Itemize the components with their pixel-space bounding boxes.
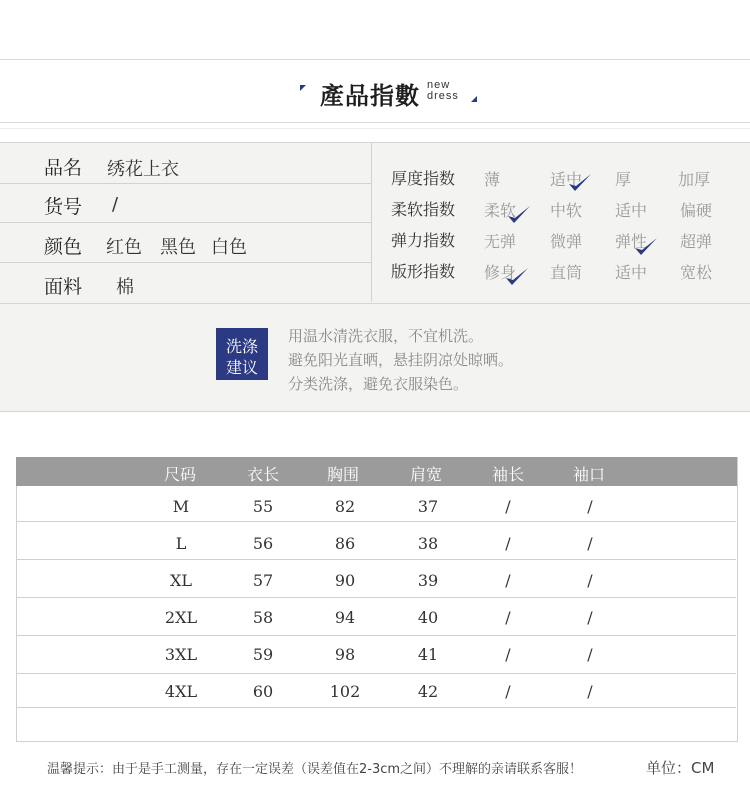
checkmark-icon [633, 236, 659, 258]
cell-bust: 94 [334, 608, 356, 627]
header-size: 尺码 [164, 465, 197, 484]
cell-shoulder: 40 [417, 608, 439, 627]
cell-bust: 82 [334, 497, 356, 516]
cell-sleeve-length: / [505, 682, 511, 701]
measurement-note: 温馨提示：由于是手工测量，存在一定误差（误差值在2-3cm之间）不理解的亲请联系客服！ [47, 762, 583, 777]
size-table-header [16, 457, 737, 486]
row-divider [17, 635, 736, 636]
cell-bust: 90 [334, 571, 356, 590]
cell-size: 4XL [164, 682, 198, 701]
cell-sleeve-length: / [505, 645, 511, 664]
thickness-option: 适中 [550, 170, 583, 189]
page-title: 產品指數 [320, 81, 420, 110]
code-label: 货号 [44, 196, 83, 218]
checkmark-icon [567, 172, 593, 194]
header-bottom-line [0, 122, 750, 123]
cell-length: 55 [252, 497, 274, 516]
cell-length: 59 [252, 645, 274, 664]
cell-shoulder: 41 [417, 645, 439, 664]
title-english-line1: new [427, 79, 451, 91]
cell-shoulder: 38 [417, 534, 439, 553]
header-cuff: 袖口 [573, 465, 606, 484]
corner-triangle-right-icon [471, 96, 477, 102]
elasticity-option: 无弹 [484, 232, 517, 251]
cell-cuff: / [587, 682, 593, 701]
header-bust: 胸围 [327, 465, 360, 484]
header-shoulder: 肩宽 [410, 465, 443, 484]
header-bottom-line-2 [0, 128, 750, 129]
cell-cuff: / [587, 497, 593, 516]
cell-shoulder: 42 [417, 682, 439, 701]
cell-sleeve-length: / [505, 571, 511, 590]
checkmark-icon [506, 204, 532, 226]
wash-badge-line2: 建议 [225, 358, 258, 377]
cell-shoulder: 37 [417, 497, 439, 516]
cell-bust: 98 [334, 645, 356, 664]
softness-option: 柔软 [484, 201, 517, 220]
row-separator [0, 262, 371, 263]
softness-option: 适中 [615, 201, 648, 220]
cell-length: 57 [252, 571, 274, 590]
elasticity-index-label: 弹力指数 [391, 231, 456, 250]
color-value-black: 黑色 [160, 237, 196, 258]
row-divider [17, 597, 736, 598]
row-divider [17, 559, 736, 560]
cell-length: 58 [252, 608, 274, 627]
thickness-option: 薄 [484, 170, 501, 189]
row-separator [0, 183, 371, 184]
wash-badge-line1: 洗涤 [225, 337, 258, 356]
header-top-line [0, 59, 750, 60]
checkmark-icon [504, 266, 530, 288]
cell-size: M [172, 497, 190, 516]
row-divider [17, 521, 736, 522]
fabric-label: 面料 [44, 276, 83, 298]
cell-cuff: / [587, 571, 593, 590]
name-value: 绣花上衣 [107, 159, 179, 180]
elasticity-option: 弹性 [615, 232, 648, 251]
cell-bust: 86 [334, 534, 356, 553]
corner-triangle-left-icon [300, 85, 306, 91]
cell-cuff: / [587, 608, 593, 627]
name-label: 品名 [44, 157, 83, 179]
cell-sleeve-length: / [505, 608, 511, 627]
fit-index-label: 版形指数 [391, 262, 456, 281]
panel-divider [371, 142, 372, 302]
cell-bust: 102 [329, 682, 361, 701]
elasticity-option: 微弹 [550, 232, 583, 251]
thickness-index-label: 厚度指数 [391, 169, 456, 188]
cell-size: L [175, 534, 187, 553]
color-value-red: 红色 [106, 237, 142, 258]
cell-sleeve-length: / [505, 497, 511, 516]
wash-line: 用温水清洗衣服，不宜机洗。 [288, 327, 484, 345]
header-sleeve-length: 袖长 [492, 465, 525, 484]
fit-option: 适中 [615, 263, 648, 282]
title-english-line2: dress [427, 90, 459, 102]
wash-line: 避免阳光直晒，悬挂阴凉处晾晒。 [288, 351, 514, 369]
unit-label: 单位：CM [646, 759, 715, 777]
wash-advice-badge [216, 328, 268, 380]
cell-length: 60 [252, 682, 274, 701]
color-label: 颜色 [44, 236, 83, 258]
row-divider [17, 707, 736, 708]
cell-sleeve-length: / [505, 534, 511, 553]
cell-cuff: / [587, 645, 593, 664]
size-table [16, 457, 738, 742]
fit-option: 修身 [484, 263, 517, 282]
cell-cuff: / [587, 534, 593, 553]
fabric-value: 棉 [116, 277, 134, 298]
title-english [427, 80, 459, 102]
code-value: / [112, 194, 119, 215]
color-value-white: 白色 [211, 237, 247, 258]
row-divider [17, 673, 736, 674]
cell-size: 3XL [164, 645, 198, 664]
cell-size: 2XL [164, 608, 198, 627]
elasticity-option: 超弹 [680, 232, 713, 251]
cell-length: 56 [252, 534, 274, 553]
thickness-option: 厚 [615, 170, 632, 189]
fit-option: 宽松 [680, 263, 713, 282]
softness-index-label: 柔软指数 [391, 200, 456, 219]
fit-option: 直筒 [550, 263, 583, 282]
header-length: 衣长 [247, 465, 280, 484]
thickness-option: 加厚 [678, 170, 711, 189]
cell-size: XL [169, 571, 192, 590]
softness-option: 偏硬 [680, 201, 713, 220]
cell-shoulder: 39 [417, 571, 439, 590]
softness-option: 中软 [550, 201, 583, 220]
row-separator [0, 222, 371, 223]
wash-line: 分类洗涤，避免衣服染色。 [288, 375, 469, 393]
